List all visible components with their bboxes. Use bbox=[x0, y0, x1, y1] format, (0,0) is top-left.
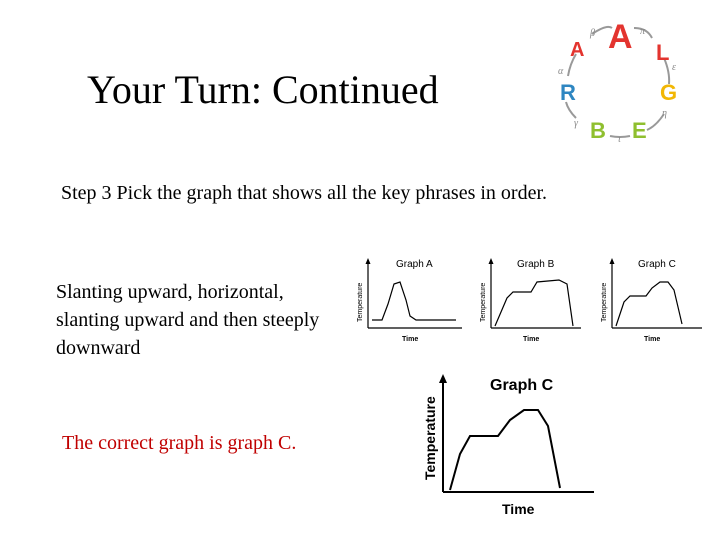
graph-a-curve bbox=[372, 282, 456, 320]
answer-text: The correct graph is graph C. bbox=[62, 432, 297, 454]
logo-greek-4: η bbox=[662, 108, 667, 119]
logo-greek-7: α bbox=[558, 66, 564, 77]
logo-letter-a-small: A bbox=[570, 39, 585, 61]
graph-a-ylabel: Temperature bbox=[357, 282, 364, 322]
graph-a bbox=[352, 254, 464, 344]
logo-greek-5: ι bbox=[618, 134, 621, 144]
logo-greek-3: ε bbox=[672, 62, 676, 73]
graph-c-ylabel: Temperature bbox=[601, 282, 608, 322]
step-instruction: Step 3 Pick the graph that shows all the key phrases in order. bbox=[61, 182, 548, 204]
logo-greek-1: β bbox=[590, 28, 595, 39]
graph-b bbox=[473, 254, 585, 344]
key-phrases: Slanting upward, horizontal, slanting upward and then steeply downward bbox=[56, 281, 320, 359]
graph-c-curve bbox=[616, 282, 682, 326]
graph-c-large bbox=[418, 368, 598, 526]
graph-b-title: Graph B bbox=[517, 259, 555, 270]
graph-b-xlabel: Time bbox=[523, 336, 540, 343]
graph-c-large-title: Graph C bbox=[490, 377, 554, 394]
graph-b-curve bbox=[495, 280, 573, 326]
graph-c-large-xlabel: Time bbox=[502, 501, 535, 517]
graph-b-ylabel: Temperature bbox=[480, 282, 487, 322]
logo-greek-6: γ bbox=[574, 118, 578, 129]
graph-a-title: Graph A bbox=[396, 259, 433, 270]
logo-letter-g: G bbox=[660, 80, 678, 105]
logo-letter-l: L bbox=[656, 40, 670, 65]
graph-c-title: Graph C bbox=[638, 259, 676, 270]
algebra-logo bbox=[552, 14, 692, 149]
graph-c-large-curve bbox=[450, 410, 560, 490]
logo-greek-2: π bbox=[640, 26, 646, 37]
graph-c-large-ylabel: Temperature bbox=[422, 396, 438, 480]
graph-c bbox=[594, 254, 706, 344]
logo-letter-a-large: A bbox=[608, 18, 633, 56]
slide-title: Your Turn: Continued bbox=[87, 67, 439, 112]
logo-letter-e: E bbox=[632, 118, 647, 143]
logo-letter-b: B bbox=[590, 118, 606, 143]
graph-c-xlabel: Time bbox=[644, 336, 661, 343]
logo-letter-r: R bbox=[560, 80, 576, 105]
graph-a-xlabel: Time bbox=[402, 336, 419, 343]
